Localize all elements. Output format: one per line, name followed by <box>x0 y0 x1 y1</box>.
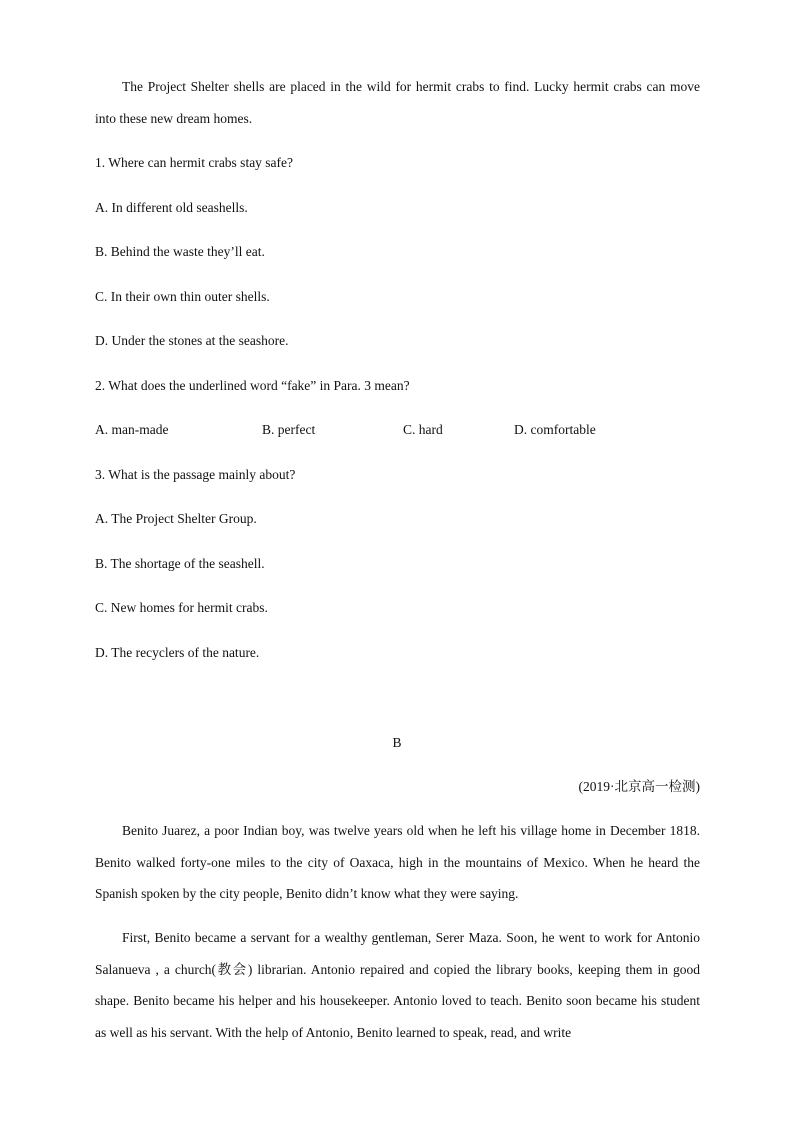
passage-a-closing-paragraph: The Project Shelter shells are placed in the wild for hermit crabs to find. Lucky hermit crabs can move into these new dream homes. <box>95 79 700 126</box>
answer-option: B. Behind the waste they’ll eat. <box>95 244 265 259</box>
answer-option: A. man-made <box>95 422 169 437</box>
answer-option: D. Under the stones at the seashore. <box>95 333 289 348</box>
question-stem: 1. Where can hermit crabs stay safe? <box>95 155 294 170</box>
answer-option: C. In their own thin outer shells. <box>95 289 270 304</box>
answer-options-row <box>95 420 700 440</box>
source-citation: (2019·北京高一检测) <box>578 779 700 794</box>
answer-option: D. comfortable <box>514 422 596 437</box>
answer-option: B. perfect <box>262 422 316 437</box>
answer-option: D. The recyclers of the nature. <box>95 645 260 660</box>
passage-b-paragraph-2: First, Benito became a servant for a wealthy gentleman, Serer Maza. Soon, he went to work for Antonio Salanueva , a church(教会) librarian. Antonio repaired and copied the library books, keeping them in good shape. Benito became his helper and his housekeeper. Antonio loved to teach. Benito soon became his student as well as his servant. With the help of Antonio, Benito learned to speak, read, and write <box>95 930 700 1040</box>
passage-b-paragraph-1: Benito Juarez, a poor Indian boy, was twelve years old when he left his village home in December 1818. Benito walked forty-one miles to the city of Oaxaca, high in the mountains of Mexico. When he heard the Spanish spoken by the city people, Benito didn’t know what they were saying. <box>95 823 700 901</box>
answer-option: C. New homes for hermit crabs. <box>95 600 268 615</box>
answer-option: A. In different old seashells. <box>95 200 248 215</box>
answer-option: B. The shortage of the seashell. <box>95 556 265 571</box>
section-label: B <box>392 735 402 750</box>
question-stem: 3. What is the passage mainly about? <box>95 467 296 482</box>
answer-option: C. hard <box>403 422 443 437</box>
answer-option: A. The Project Shelter Group. <box>95 511 257 526</box>
question-stem: 2. What does the underlined word “fake” in Para. 3 mean? <box>95 378 410 393</box>
